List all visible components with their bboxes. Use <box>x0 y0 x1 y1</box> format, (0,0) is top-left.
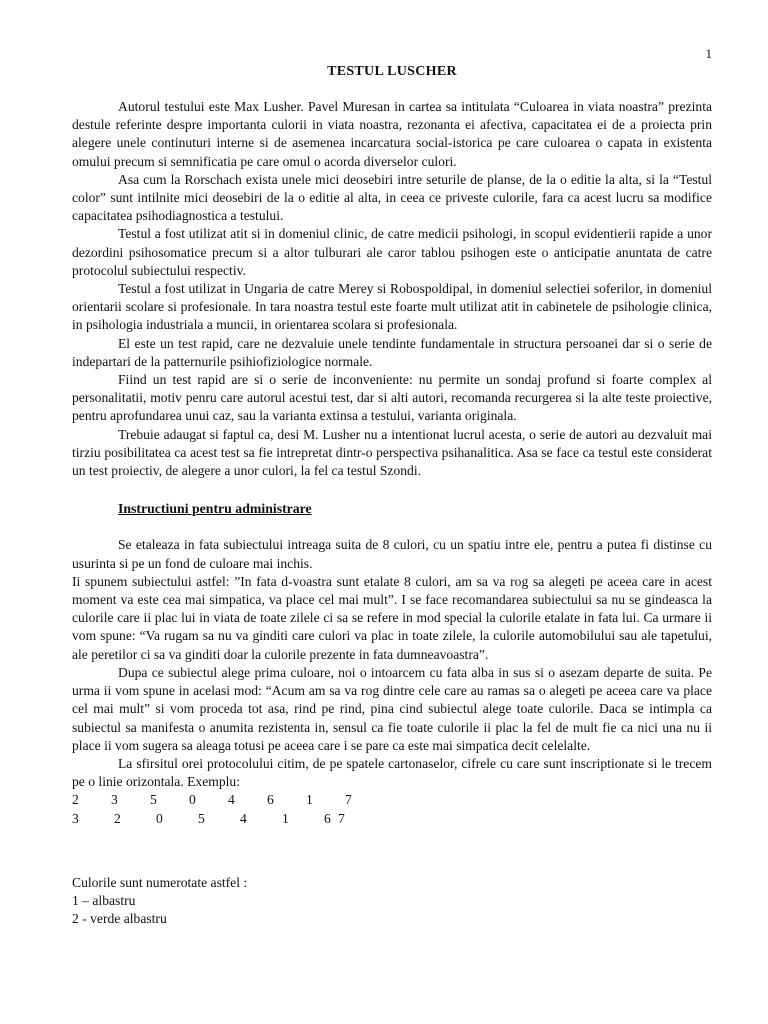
example-digit: 6 <box>267 792 274 808</box>
example-digit: 0 <box>189 792 196 808</box>
paragraph-intro-6: Fiind un test rapid are si o serie de inconveniente: nu permite un sondaj profund si foarte complex al personalitatii, motiv penru care autorul acestui test, dar si alti autori, recomanda recurgerea si la alte teste proiective, pentru aprofundarea unui caz, sau la varianta extinsa a testului, varianta originala. <box>72 372 712 424</box>
example-digit: 1 <box>282 810 289 826</box>
example-digit: 0 <box>156 810 163 826</box>
example-digit: 4 <box>240 810 247 826</box>
example-row-2 <box>72 810 712 828</box>
page-title: TESTUL LUSCHER <box>327 64 457 79</box>
paragraph-intro-4: Testul a fost utilizat in Ungaria de catre Merey si Robospoldipal, in domeniul selectiei soferilor, in domeniul orientarii scolare si profesionale. In tara noastra testul este foarte mult utilizat atit in cabinetele de psihologie clinica, in psihologia industriala a muncii, in orientarea scolara si profesionala. <box>72 281 712 333</box>
color-list-item: 2 - verde albastru <box>72 911 167 927</box>
example-digit: 2 <box>114 810 121 826</box>
paragraph-instructions-2: Ii spunem subiectului astfel: ”In fata d-voastra sunt etalate 8 culori, am sa va rog sa alegeti pe aceea care in acest moment va este cea mai simpatica, va place cel mai mult”. I se face recomandarea subiectului sa nu se gindeasca la culorile care ii plac lui in viata de toate zilele ci sa se refere in mod special la culorile etalate in fata lui. Ca urmare ii vom spune: “Va rugam sa nu va ginditi care culori va plac in toate zilele, la culorile automobilului sau ale tapetului, ale peretilor ci sa va ginditi doar la culorile prezente in fata dumneavoastra”. <box>72 573 712 662</box>
paragraph-instructions-1: Se etaleaza in fata subiectului intreaga suita de 8 culori, cu un spatiu intre ele, pentru a putea fi distinse cu usurinta si pe un fond de culoare mai inchis. <box>72 537 712 571</box>
page-number: 1 <box>705 46 712 61</box>
example-digit: 5 <box>198 810 205 826</box>
example-digit: 1 <box>306 792 313 808</box>
paragraph-intro-3: Testul a fost utilizat atit si in domeniul clinic, de catre medicii psihologi, in scopul evidentierii rapide a unor dezordini psihosomatice precum si a altor tulburari ale caror tablou psihogen este o anticipatie anuntata de catre protocolul subiectului respectiv. <box>72 226 712 278</box>
example-digit: 3 <box>72 810 79 826</box>
example-digit: 6 <box>324 810 331 826</box>
document-body <box>72 98 712 928</box>
paragraph-instructions-4: La sfirsitul orei protocolului citim, de pe spatele cartonaselor, cifrele cu care sunt inscriptionate si le trecem pe o linie orizontala. Exemplu: <box>72 755 712 790</box>
color-list-item: 1 – albastru <box>72 892 136 908</box>
section-heading: Instructiuni pentru administrare <box>118 501 312 517</box>
example-digit: 7 <box>338 810 345 826</box>
paragraph-intro-1: Autorul testului este Max Lusher. Pavel Muresan in cartea sa intitulata “Culoarea in viata noastra” prezinta destule referinte despre importanta culorii in viata noastra, rezonanta ei afectiva, capacitatea ei de a proiecta prin alegere unele continuturi interne si de asemenea incarcatura social-istorica pe care culoarea o capata in existenta omului precum si semnificatia pe care omul o acorda diverselor culori. <box>72 99 712 169</box>
paragraph-intro-2: Asa cum la Rorschach exista unele mici deosebiri intre seturile de planse, de la o editie la alta, si la “Testul color” sunt intilnite mici deosebiri de la o editie al alta, in ceea ce priveste culorile, fara ca acest lucru sa modifice capacitatea psihodiagnostica a testului. <box>72 171 712 224</box>
example-digit: 2 <box>72 792 79 808</box>
example-row-1 <box>72 791 712 809</box>
color-numbering-list <box>72 874 712 929</box>
example-digit: 7 <box>345 792 352 808</box>
paragraph-instructions-3: Dupa ce subiectul alege prima culoare, noi o intoarcem cu fata alba in sus si o asezam departe de suita. Pe urma ii vom spune in acelasi mod: “Acum am sa va rog dintre cele care au ramas sa o alegeti pe aceea care va place cel mai mult” si vom proceda tot asa, rind pe rind, pina cind subiectul alege toate culorile. Daca se intimpla ca subiectul sa manifesta o anumita rezistenta in, sensul ca fie toate culorile ii plac la fel de mult fie ca nici una nu ii place ii vom sugera sa aleaga totusi pe aceea care i se pare ca este mai simpatica decit celelalte. <box>72 664 712 753</box>
example-digit: 3 <box>111 792 118 808</box>
paragraph-intro-7: Trebuie adaugat si faptul ca, desi M. Lusher nu a intentionat lucrul acesta, o serie de autori au dezvaluit mai tirziu posibilitatea ca acest test sa fie intrepretat dintr-o perspectiva psihanalitica. Asa se face ca testul este considerat un test proiectiv, de alegere a unor culori, la fel ca testul Szondi. <box>72 426 712 479</box>
example-digit: 4 <box>228 792 235 808</box>
colors-intro: Culorile sunt numerotate astfel : <box>72 874 248 890</box>
paragraph-intro-5: El este un test rapid, care ne dezvaluie unele tendinte fundamentale in structura persoanei dar si o serie de indepartari de la patternurile psihiofiziologice normale. <box>72 335 712 369</box>
example-digit: 5 <box>150 792 157 808</box>
